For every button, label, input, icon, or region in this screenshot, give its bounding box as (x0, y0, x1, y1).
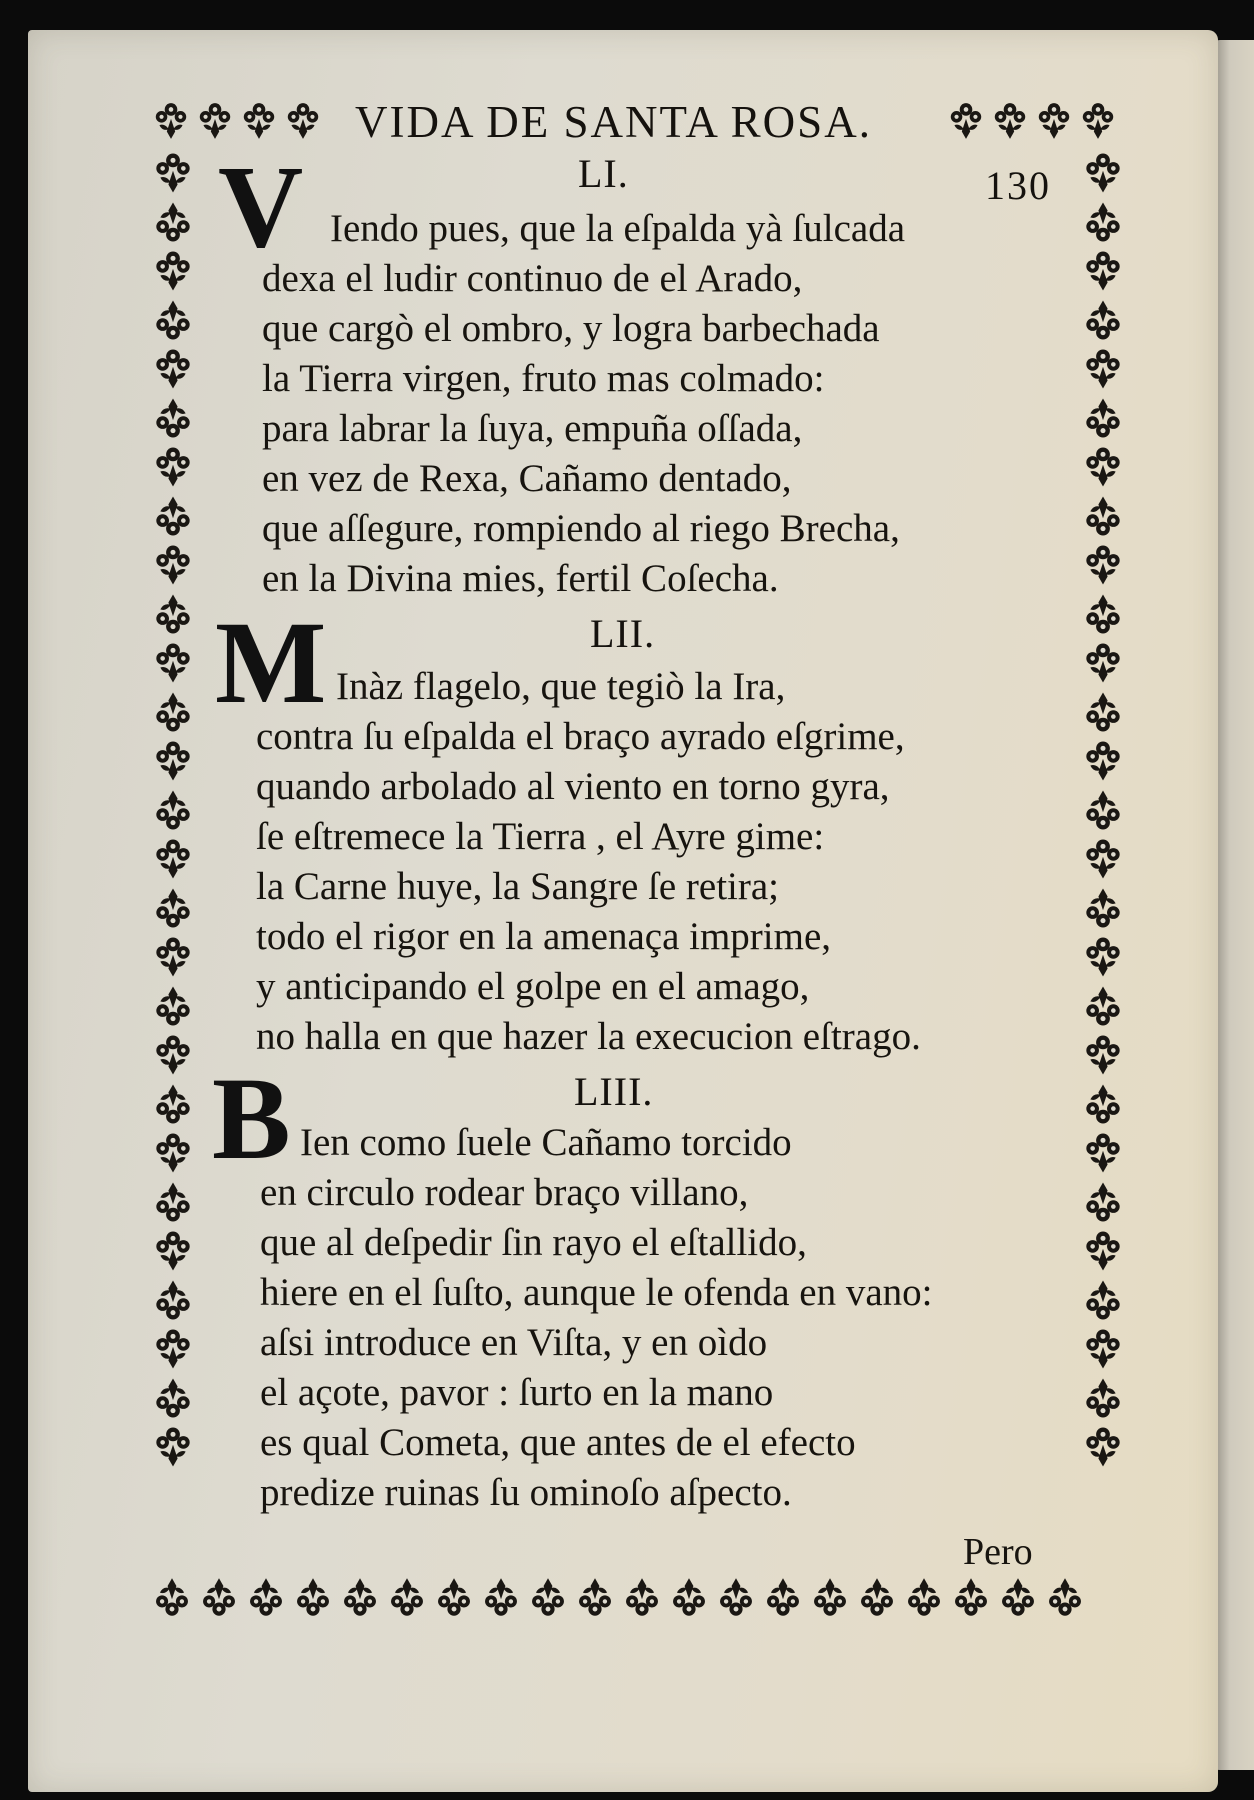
fleuron-icon (150, 1375, 196, 1421)
fleuron-icon (194, 100, 236, 142)
fleuron-icon (1080, 395, 1126, 441)
fleuron-icon (385, 1575, 429, 1619)
verse-line: que aſſegure, rompiendo al riego Brecha, (262, 507, 900, 550)
fleuron-icon (1080, 199, 1126, 245)
fleuron-icon (1043, 1575, 1087, 1619)
fleuron-icon (150, 1130, 196, 1176)
fleuron-icon (479, 1575, 523, 1619)
fleuron-icon (150, 738, 196, 784)
fleuron-icon (1080, 1228, 1126, 1274)
fleuron-icon (150, 1081, 196, 1127)
verse-line: la Carne huye, la Sangre ſe retira; (256, 865, 780, 908)
fleuron-icon (1080, 297, 1126, 343)
fleuron-icon (902, 1575, 946, 1619)
fleuron-icon (1080, 346, 1126, 392)
fleuron-icon (150, 100, 192, 142)
fleuron-icon (150, 640, 196, 686)
fleuron-icon (945, 100, 987, 142)
drop-cap: B (212, 1053, 291, 1184)
page-number: 130 (985, 163, 1051, 208)
fleuron-icon (855, 1575, 899, 1619)
fleuron-icon (150, 885, 196, 931)
fleuron-icon (150, 297, 196, 343)
verse-line: Ien como ſuele Cañamo torcido (300, 1121, 792, 1164)
verse-line: Iendo pues, que la eſpalda yà ſulcada (330, 207, 906, 250)
fleuron-icon (1080, 1179, 1126, 1225)
fleuron-icon (150, 1326, 196, 1372)
verse-line: dexa el ludir continuo de el Arado, (262, 257, 803, 300)
fleuron-icon (949, 1575, 993, 1619)
fleuron-icon (1080, 1326, 1126, 1372)
fleuron-icon (1080, 885, 1126, 931)
fleuron-icon (1080, 640, 1126, 686)
stanza-number: LI. (578, 151, 629, 196)
verse-line: Inàz flagelo, que tegiò la Ira, (336, 665, 786, 708)
fleuron-icon (150, 1032, 196, 1078)
fleuron-icon (150, 248, 196, 294)
fleuron-icon (667, 1575, 711, 1619)
verse-line: predize ruinas ſu ominoſo aſpecto. (260, 1471, 792, 1514)
fleuron-icon (150, 1179, 196, 1225)
fleuron-icon (1080, 444, 1126, 490)
verse-line: el açote, pavor : ſurto en la mano (260, 1371, 774, 1414)
fleuron-icon (197, 1575, 241, 1619)
fleuron-icon (989, 100, 1031, 142)
fleuron-icon (1080, 1375, 1126, 1421)
verse-line: que al deſpedir ſin rayo el eſtallido, (260, 1221, 807, 1264)
fleuron-icon (714, 1575, 758, 1619)
fleuron-icon (291, 1575, 335, 1619)
verse-line: para labrar la ſuya, empuña oſſada, (262, 407, 803, 450)
fleuron-icon (150, 542, 196, 588)
verse-line: ſe eſtremece la Tierra , el Ayre gime: (256, 815, 825, 858)
fleuron-icon (150, 934, 196, 980)
fleuron-icon (150, 1424, 196, 1470)
fleuron-icon (150, 1277, 196, 1323)
verse-line: hiere en el ſuſto, aunque le ofenda en vano: (260, 1271, 933, 1314)
fleuron-icon (150, 150, 196, 196)
verse-line: en vez de Rexa, Cañamo dentado, (262, 457, 792, 500)
verse-line: en la Divina mies, fertil Coſecha. (262, 557, 779, 600)
fleuron-icon (1080, 493, 1126, 539)
running-title: VIDA DE SANTA ROSA. (355, 97, 872, 147)
fleuron-icon (1080, 836, 1126, 882)
fleuron-icon (996, 1575, 1040, 1619)
drop-cap: M (215, 597, 327, 728)
fleuron-icon (1080, 689, 1126, 735)
fleuron-icon (1080, 983, 1126, 1029)
verse-line: todo el rigor en la amenaça imprime, (256, 915, 832, 958)
fleuron-icon (150, 787, 196, 833)
fleuron-icon (282, 100, 324, 142)
fleuron-icon (1080, 591, 1126, 637)
fleuron-icon (150, 1228, 196, 1274)
fleuron-icon (150, 493, 196, 539)
fleuron-icon (1080, 1081, 1126, 1127)
fleuron-icon (150, 346, 196, 392)
fleuron-icon (1077, 100, 1119, 142)
fleuron-icon (1033, 100, 1075, 142)
verse-line: aſsi introduce en Viſta, y en oìdo (260, 1321, 768, 1364)
fleuron-icon (620, 1575, 664, 1619)
verse-line: no halla en que hazer la execucion eſtrago. (256, 1015, 921, 1058)
fleuron-icon (1080, 787, 1126, 833)
verse-line: es qual Cometa, que antes de el efecto (260, 1421, 856, 1464)
verse-line: en circulo rodear braço villano, (260, 1171, 749, 1214)
fleuron-icon (150, 836, 196, 882)
verse-line: contra ſu eſpalda el braço ayrado eſgrime, (256, 715, 905, 758)
fleuron-icon (244, 1575, 288, 1619)
fleuron-icon (150, 1575, 194, 1619)
fleuron-icon (1080, 150, 1126, 196)
fleuron-icon (150, 444, 196, 490)
fleuron-icon (1080, 934, 1126, 980)
fleuron-icon (1080, 248, 1126, 294)
fleuron-icon (526, 1575, 570, 1619)
fleuron-icon (150, 199, 196, 245)
fleuron-icon (150, 591, 196, 637)
drop-cap: V (218, 141, 304, 272)
fleuron-icon (808, 1575, 852, 1619)
verse-line: que cargò el ombro, y logra barbechada (262, 307, 880, 350)
verse-line: la Tierra virgen, fruto mas colmado: (262, 357, 825, 400)
stanza-number: LIII. (574, 1069, 654, 1114)
fleuron-icon (1080, 542, 1126, 588)
fleuron-icon (238, 100, 280, 142)
fleuron-icon (432, 1575, 476, 1619)
fleuron-icon (338, 1575, 382, 1619)
fleuron-icon (150, 983, 196, 1029)
fleuron-icon (1080, 738, 1126, 784)
fleuron-icon (150, 395, 196, 441)
verse-line: quando arbolado al viento en torno gyra, (256, 765, 890, 808)
fleuron-icon (1080, 1032, 1126, 1078)
fleuron-icon (150, 689, 196, 735)
fleuron-icon (761, 1575, 805, 1619)
catchword: Pero (963, 1531, 1033, 1573)
fleuron-icon (1080, 1424, 1126, 1470)
stanza-number: LII. (590, 611, 656, 656)
verse-line: y anticipando el golpe en el amago, (256, 965, 810, 1008)
fleuron-icon (1080, 1130, 1126, 1176)
fleuron-icon (1080, 1277, 1126, 1323)
fleuron-icon (573, 1575, 617, 1619)
